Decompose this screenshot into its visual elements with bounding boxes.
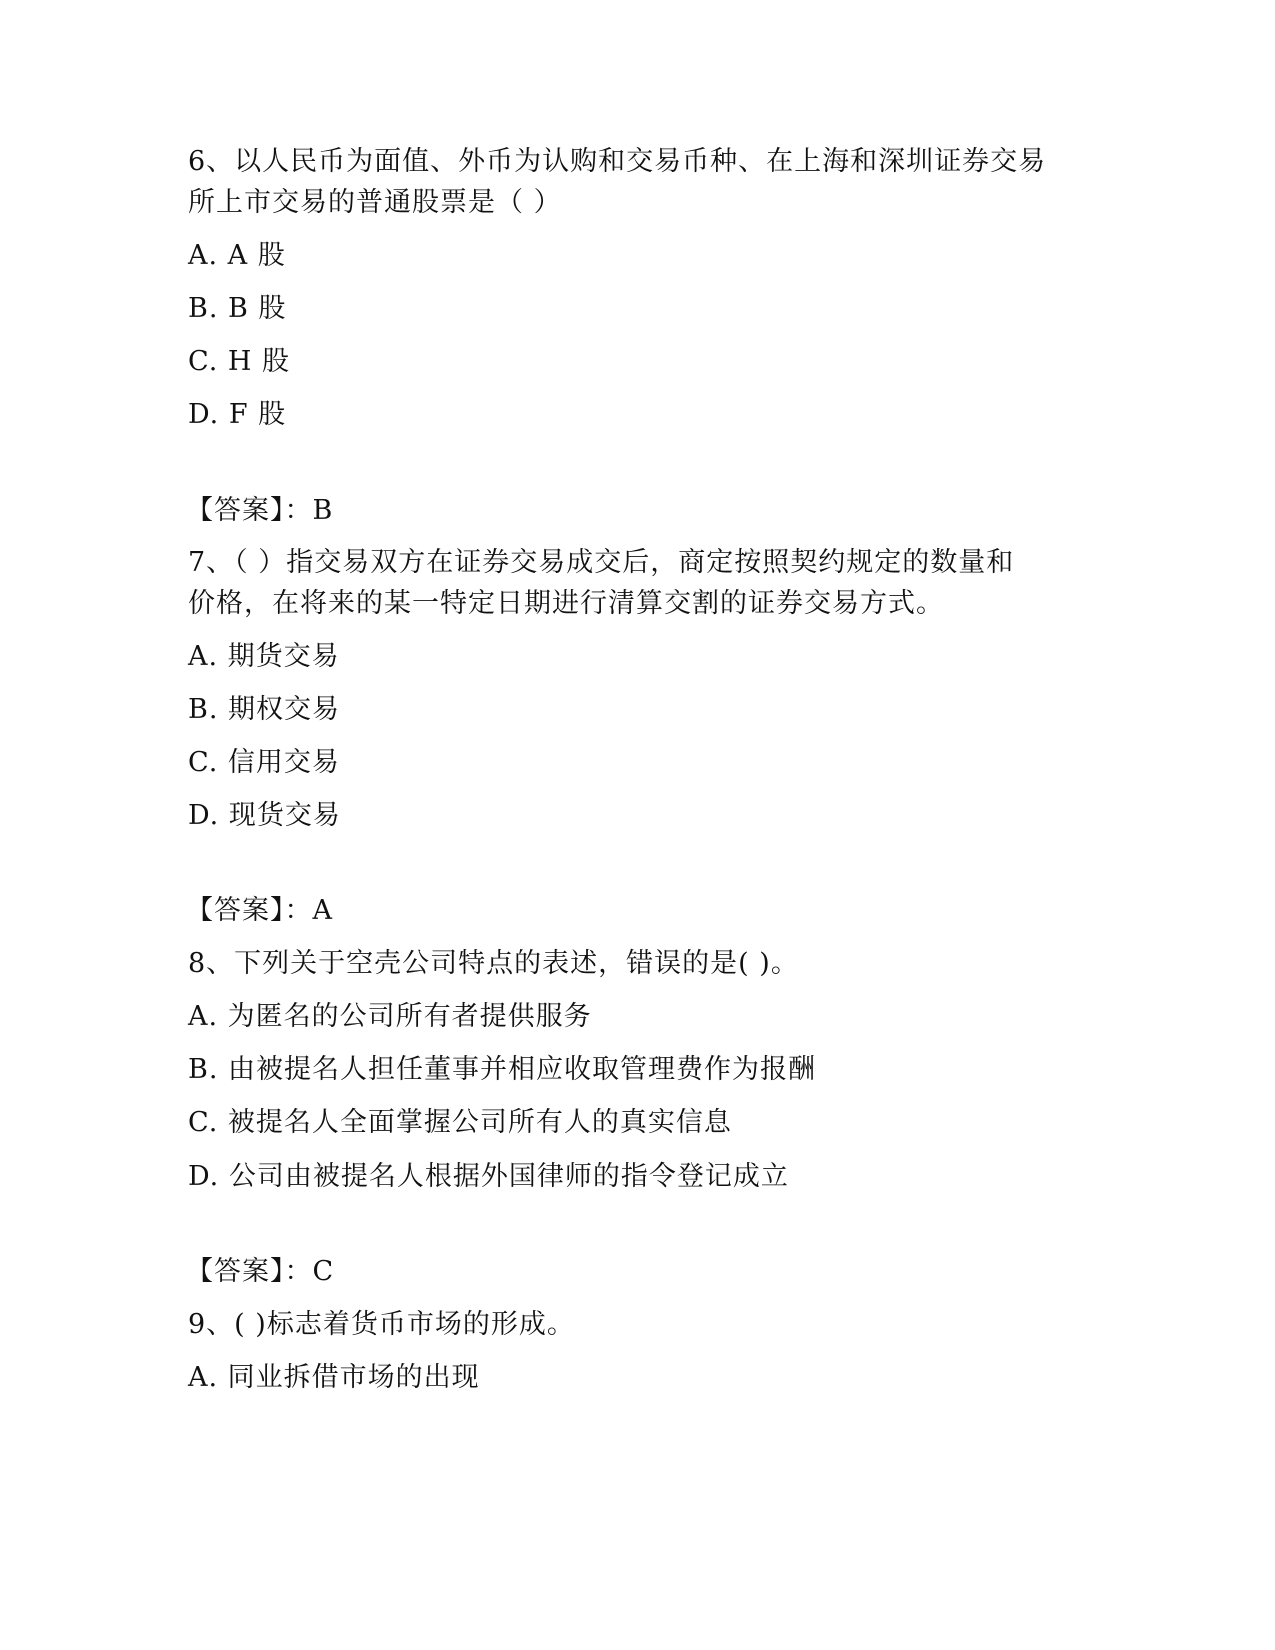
question-9-option-a: A. 同业拆借市场的出现: [188, 1362, 480, 1393]
question-7-option-b: B. 期权交易: [188, 694, 341, 725]
question-9-stem: 9、( )标志着货币市场的形成。: [188, 1309, 575, 1340]
question-8-option-a: A. 为匿名的公司所有者提供服务: [188, 1001, 592, 1032]
question-6-stem-line-1: 6、以人民币为面值、外币为认购和交易币种、在上海和深圳证券交易: [188, 146, 1047, 177]
question-6-answer: 【答案】：B: [186, 495, 334, 526]
question-8-option-c: C. 被提名人全面掌握公司所有人的真实信息: [188, 1107, 732, 1138]
question-6-option-d: D. F 股: [188, 399, 287, 430]
question-6-option-c: C. H 股: [188, 346, 290, 377]
question-8-stem: 8、下列关于空壳公司特点的表述，错误的是( )。: [188, 948, 799, 979]
question-7-option-a: A. 期货交易: [188, 641, 340, 672]
question-6-stem-line-2: 所上市交易的普通股票是（ ）: [188, 187, 562, 218]
question-6-option-b: B. B 股: [188, 293, 287, 324]
question-6-option-a: A. A 股: [188, 240, 286, 271]
question-8-answer: 【答案】：C: [186, 1256, 335, 1287]
question-7-stem-line-1: 7、（ ）指交易双方在证券交易成交后，商定按照契约规定的数量和: [188, 547, 1015, 578]
question-7-option-d: D. 现货交易: [188, 800, 341, 831]
question-7-option-c: C. 信用交易: [188, 747, 340, 778]
question-8-option-d: D. 公司由被提名人根据外国律师的指令登记成立: [188, 1161, 789, 1192]
question-7-stem-line-2: 价格，在将来的某一特定日期进行清算交割的证券交易方式。: [188, 588, 944, 619]
question-8-option-b: B. 由被提名人担任董事并相应收取管理费作为报酬: [188, 1054, 817, 1085]
question-7-answer: 【答案】：A: [186, 895, 333, 926]
